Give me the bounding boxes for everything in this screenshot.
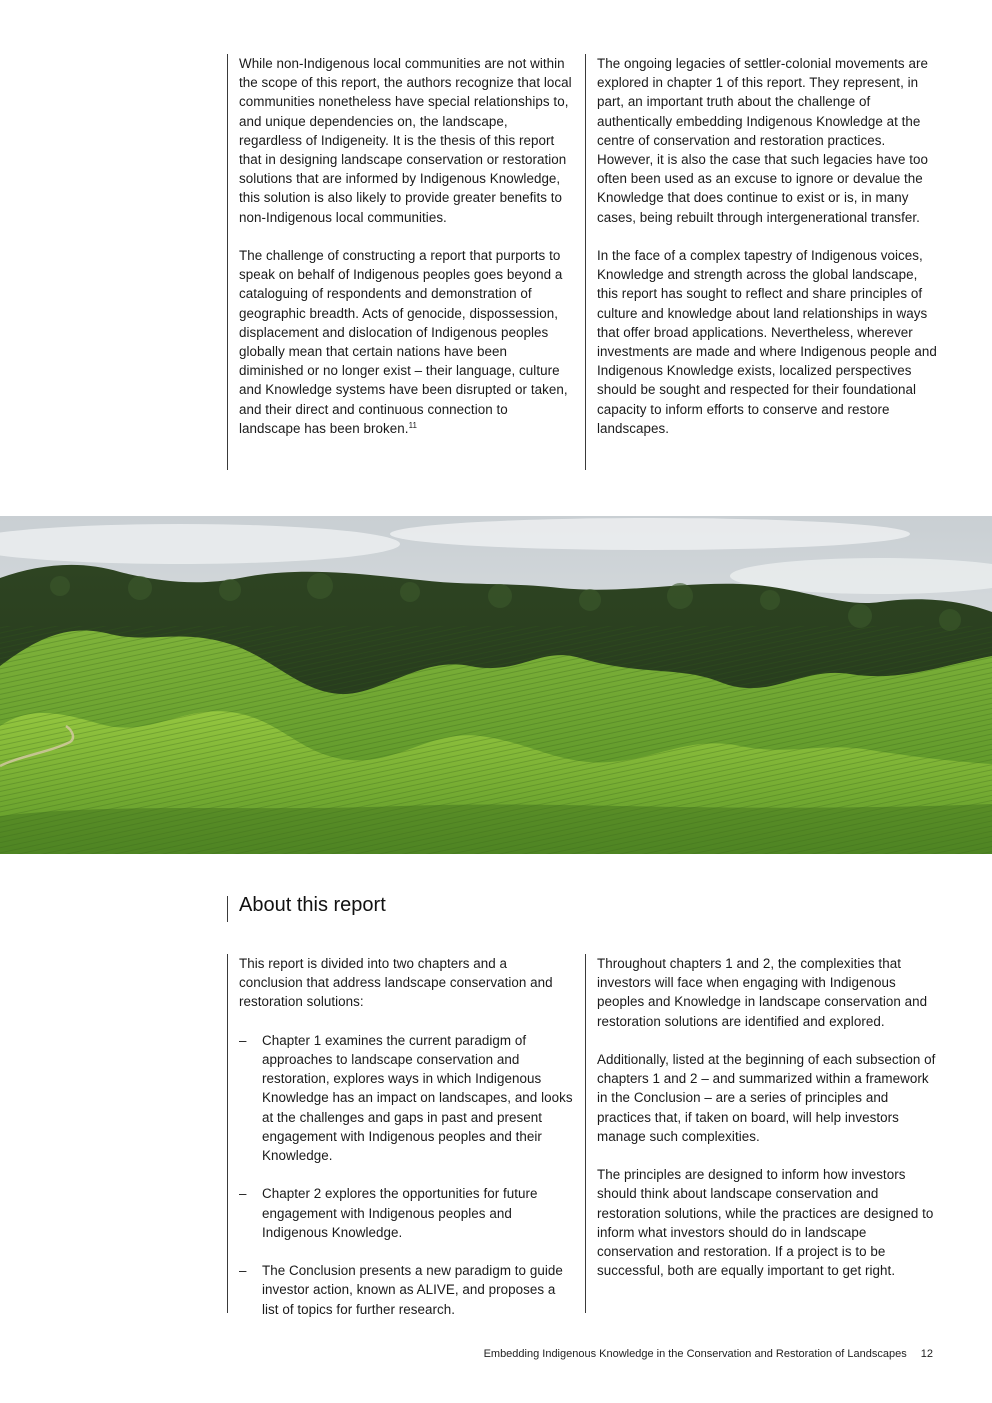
about-right-paragraph-2: Additionally, listed at the beginning of each subsection of chapters 1 and 2 – and summarized within a framework in the Conclusion – are a series of principles and practices that, if taken on board, will help investors manage such complexities. (597, 1052, 936, 1144)
footer-title: Embedding Indigenous Knowledge in the Conservation and Restoration of Landscapes (483, 1348, 907, 1360)
top-right-column (585, 54, 937, 470)
top-left-paragraph-1: While non-Indigenous local communities are not within the scope of this report, the authors recognize that local communities nonetheless have special relationships to, and unique dependencies on, the landscape, regardless of Indigeneity. It is the thesis of this report that in designing landscape conservation or restoration solutions that are informed by Indigenous Knowledge, this solution is also likely to provide greater benefits to non-Indigenous local communities. (239, 56, 572, 225)
top-left-column (227, 54, 573, 470)
top-left-paragraph-2 (239, 246, 573, 438)
list-item-chapter-1: – Chapter 1 examines the current paradigm of approaches to landscape conservation and restoration, explores ways in which Indigenous Knowledge has an impact on landscapes, and looks at the challenges and gaps in past and present engagement with Indigenous peoples and their Knowledge. (239, 1031, 573, 1165)
about-right-column (585, 954, 937, 1313)
cloud (390, 518, 910, 550)
foreground-shadow (0, 804, 992, 854)
chapter-list (239, 1031, 573, 1319)
about-left-column (227, 954, 573, 1317)
top-left-paragraph-2-text: The challenge of constructing a report that purports to speak on behalf of Indigenous peoples goes beyond a cataloguing of respondents and demonstration of geographic breadth. Acts of genocide, dispossession, displacement and dislocation of Indigenous peoples globally mean that certain nations have been diminished or no longer exist – their language, culture and Knowledge systems have been disrupted or taken, and their direct and continuous connection to landscape has been broken. (239, 248, 568, 436)
section-heading-wrap (227, 896, 386, 922)
about-intro: This report is divided into two chapters and a conclusion that address landscape conservation and restoration solutions: (239, 956, 553, 1010)
top-right-paragraph-1: The ongoing legacies of settler-colonial movements are explored in chapter 1 of this report. They represent, in part, an important truth about the challenge of authentically embedding Indigenous Knowledge at the centre of conservation and restoration practices. However, it is also the case that such legacies have too often been used as an excuse to ignore or devalue the Knowledge that does continue to exist or is, in many cases, being rebuilt through intergenerational transfer. (597, 56, 929, 225)
list-item-conclusion: – The Conclusion presents a new paradigm to guide investor action, known as ALIVE, and proposes a list of topics for further research. (239, 1261, 573, 1319)
page-footer (484, 1347, 933, 1361)
footnote-marker: 11 (408, 420, 417, 430)
section-heading: About this report (239, 894, 386, 916)
list-item-chapter-2: – Chapter 2 explores the opportunities for future engagement with Indigenous peoples and Indigenous Knowledge. (239, 1184, 573, 1242)
landscape-photo (0, 516, 992, 854)
about-right-paragraph-3: The principles are designed to inform how investors should think about landscape conservation and restoration solutions, while the practices are designed to inform what investors should do in landscape conservation and restoration. If a project is to be successful, both are equally important to get right. (597, 1167, 934, 1279)
top-right-paragraph-2: In the face of a complex tapestry of Indigenous voices, Knowledge and strength across the global landscape, this report has sought to reflect and share principles of culture and knowledge about land relationships in ways that offer broad applications. Nevertheless, wherever investments are made and where Indigenous people and Indigenous Knowledge exists, localized perspectives should be sought and respected for their foundational capacity to inform efforts to conserve and restore landscapes. (597, 248, 937, 436)
about-right-paragraph-1: Throughout chapters 1 and 2, the complexities that investors will face when engaging with Indigenous peoples and Knowledge in landscape conservation and restoration solutions are identified and explored. (597, 956, 928, 1029)
page-number: 12 (920, 1348, 933, 1360)
